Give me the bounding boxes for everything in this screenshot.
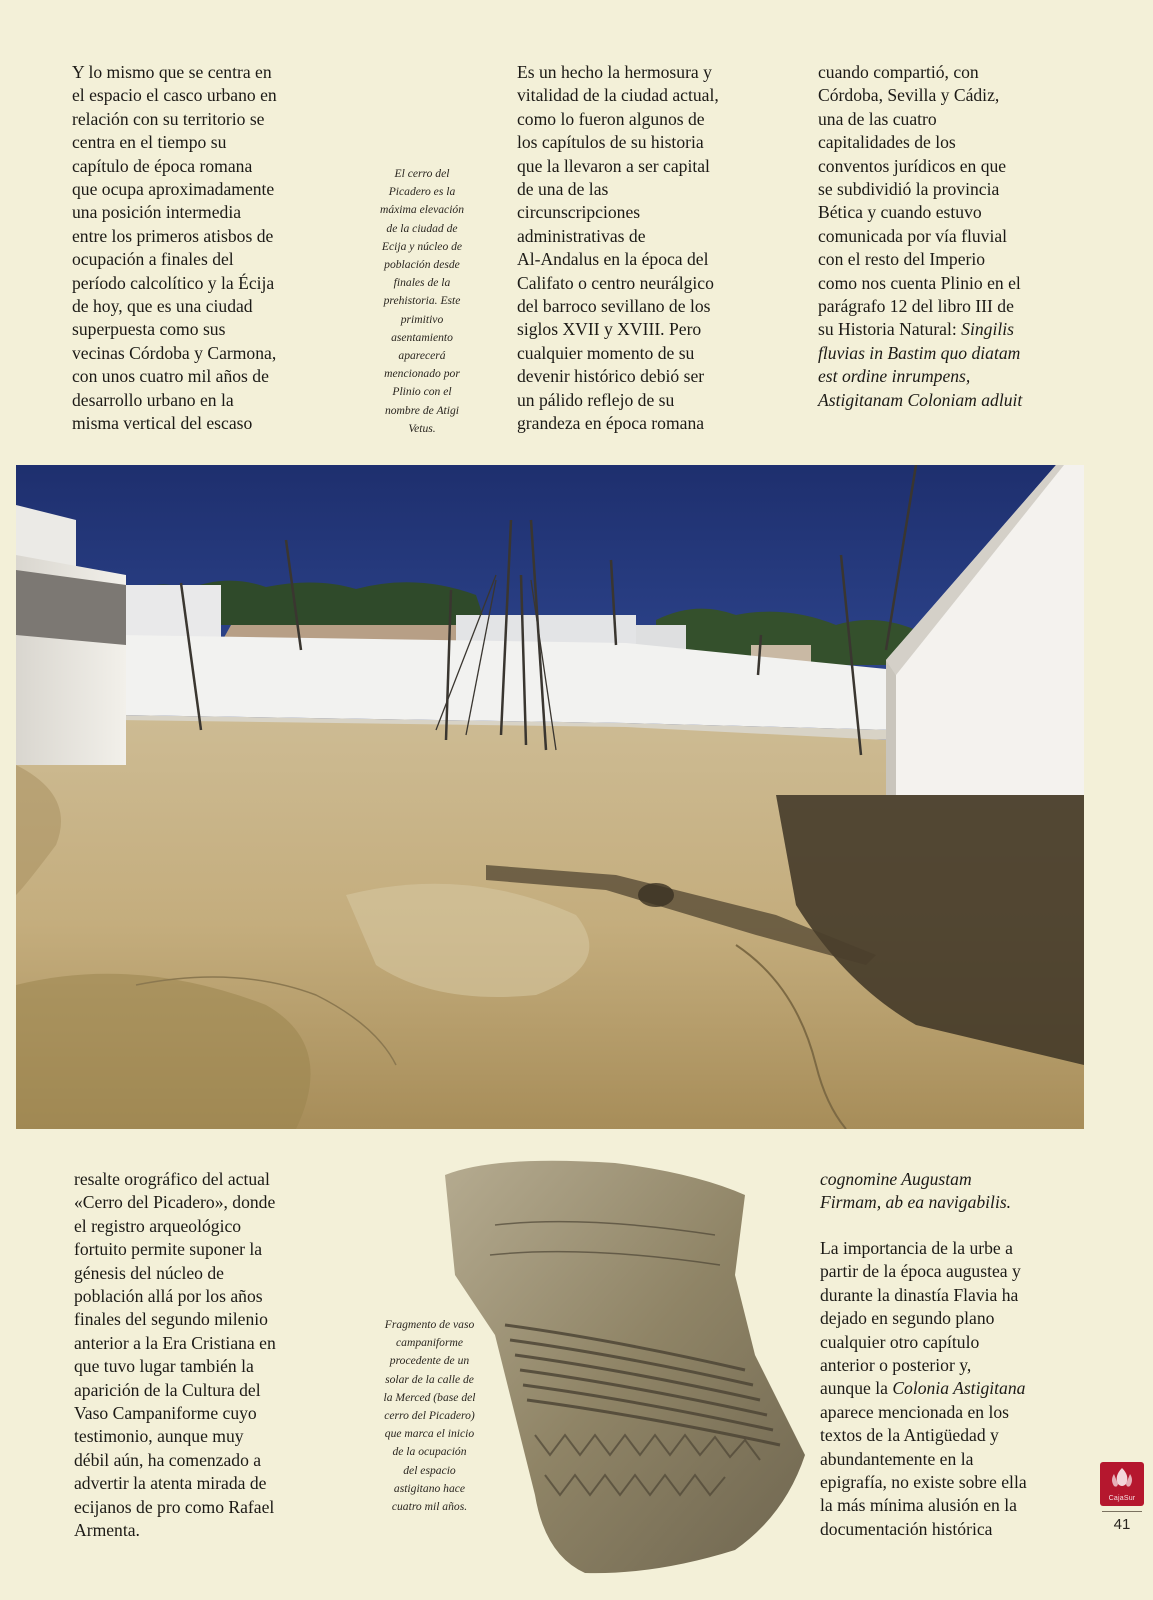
page-number-rule xyxy=(1102,1511,1142,1512)
paragraph-2-text-a: La importancia de la urbe a partir de la época augustea y durante la dinastía Flavia ha dejado en segundo plano cualquier otro capítulo anterior o posterior y, aunque la xyxy=(820,1238,1021,1399)
rooftop-photo xyxy=(16,465,1084,1129)
body-text-column-3-top: Es un hecho la hermosura y vitalidad de la ciudad actual, como lo fueron algunos de los capítulos de su historia que la llevaron a ser capital de una de las circunscripciones administrativas de Al-Andalus en la época del Califato o centro neurálgico del barroco sevillano de los siglos XVII y XVIII. Pero cualquier momento de su devenir histórico debió ser un pálido reflejo de su grandeza en época romana xyxy=(517,62,719,434)
body-text-column-1-top: Y lo mismo que se centra en el espacio el casco urbano en relación con su territorio se centra en el tiempo su capítulo de época romana que ocupa aproximadamente una posición intermedia entre los primeros atisbos de ocupación a finales del período calcolítico y la Écija de hoy, que es una ciudad superpuesta como sus vecinas Córdoba y Carmona, con unos cuatro mil años de desarrollo urbano en la misma vertical del escaso xyxy=(72,62,277,434)
photo-caption: El cerro del Picadero es la máxima elevación de la ciudad de Ecija y núcleo de población desde finales de la prehistoria. Este primitivo asentamiento aparecerá mencionado por Plinio con el nombre de Atigi Vetus. xyxy=(379,167,465,435)
col4-top-text: cuando compartió, con Córdoba, Sevilla y Cádiz, una de las cuatro capitalidades de los conventos jurídicos en que se subdividió la provincia Bética y cuando estuvo comunicada por vía fluvial con el resto del Imperio como nos cuenta Plinio en el parágrafo 12 del libro III de su Historia Natural: xyxy=(818,62,1021,340)
colonia-astigitana: Colonia Astigitana xyxy=(892,1378,1026,1399)
pliny-quote: Singilis fluvias in Bastim quo diatam est ordine inrumpens, Astigitanam Coloniam adluit xyxy=(818,319,1023,410)
logo-text: CajaSur xyxy=(1108,1495,1136,1502)
sherd-caption: Fragmento de vaso campaniforme procedente de un solar de la calle de la Merced (base del cerro del Picadero) que marca el inicio de la ocupación del espacio astigitano hace cuatro mil años. xyxy=(383,1318,476,1514)
pliny-quote-end: cognomine Augustam Firmam, ab ea navigabilis. xyxy=(820,1169,1012,1213)
flame-icon xyxy=(1100,1462,1144,1494)
body-text-column-4-bottom xyxy=(820,1168,1011,1215)
paragraph-2-text-b: aparece mencionada en los textos de la Antigüedad y abundantemente en la epigrafía, no existe sobre ella la más mínima alusión en la documentación histórica xyxy=(820,1401,1027,1539)
cajasur-logo xyxy=(1100,1462,1144,1506)
body-text-paragraph-2 xyxy=(820,1237,1027,1541)
body-text-column-4-top xyxy=(818,61,1022,412)
page-number: 41 xyxy=(1113,1516,1131,1533)
body-text-column-1-bottom: resalte orográfico del actual «Cerro del Picadero», donde el registro arqueológico fortuito permite suponer la génesis del núcleo de población allá por los años finales del segundo milenio anterior a la Era Cristiana en que tuvo lugar también la aparición de la Cultura del Vaso Campaniforme cuyo testimonio, aunque muy débil aún, ha comenzado a advertir la atenta mirada de ecijanos de pro como Rafael Armenta. xyxy=(74,1169,276,1541)
